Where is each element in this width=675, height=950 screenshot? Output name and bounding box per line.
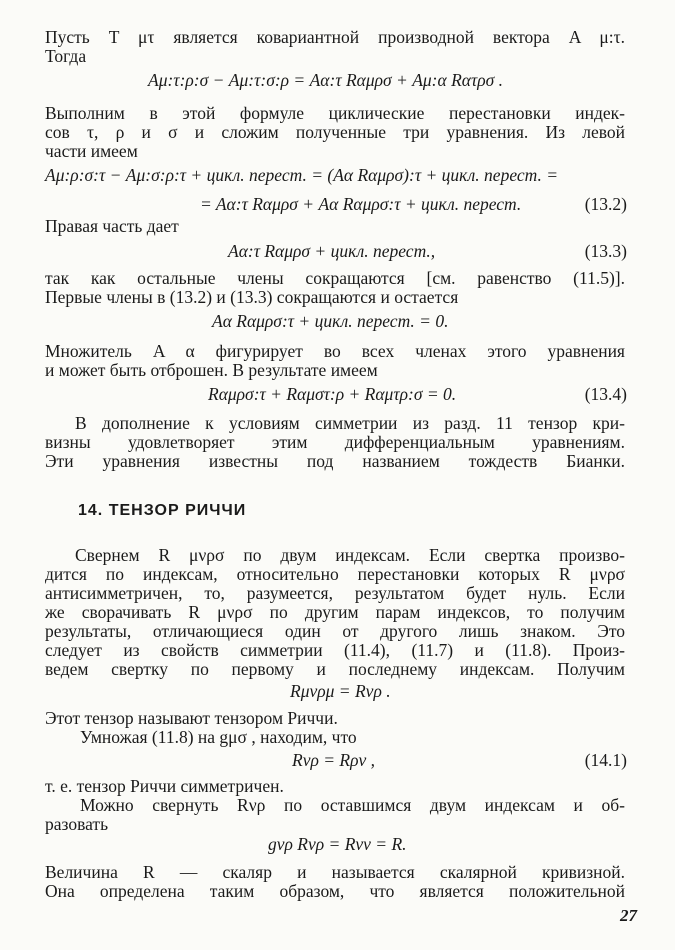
text-line: Можно свернуть Rνρ по оставшимся двум индексам и об- xyxy=(80,795,625,815)
text-line: и может быть отброшен. В результате имеем xyxy=(45,360,378,380)
text-line: Множитель A α фигурирует во всех членах этого уравнения xyxy=(45,341,625,361)
text-line: Умножая (11.8) на gμσ , находим, что xyxy=(80,727,357,747)
text-line: результаты, отличающиеся один от другого лишь знаком. Это xyxy=(45,621,625,641)
equation: Rαμρσ:τ + Rαμστ:ρ + Rαμτρ:σ = 0. xyxy=(208,384,457,404)
text-line: Этот тензор называют тензором Риччи. xyxy=(45,708,338,728)
equation: Aμ:τ:ρ:σ − Aμ:τ:σ:ρ = Aα:τ Rαμρσ + Aμ:α Rατρσ . xyxy=(148,70,503,90)
equation: Rνρ = Rρν , xyxy=(292,750,376,770)
equation: Aα Rαμρσ:τ + цикл. перест. = 0. xyxy=(212,311,449,331)
text-line: Она определена таким образом, что является положительной xyxy=(45,881,625,901)
text-line: Первые члены в (13.2) и (13.3) сокращаются и остается xyxy=(45,287,459,307)
text-line: Свернем R μνρσ по двум индексам. Если свертка произво- xyxy=(75,545,625,565)
text-line: ведем свертку по первому и последнему индексам. Получим xyxy=(45,659,625,679)
equation: gνρ Rνρ = Rνν = R. xyxy=(268,834,407,854)
text-line: разовать xyxy=(45,814,109,834)
text-line: Выполним в этой формуле циклические перестановки индек- xyxy=(45,103,625,123)
equation: Aα:τ Rαμρσ + цикл. перест., xyxy=(228,241,436,261)
section-heading: 14. ТЕНЗОР РИЧЧИ xyxy=(78,502,247,519)
text-line: Пусть T μτ является ковариантной производной вектора A μ:τ. xyxy=(45,27,625,47)
text-line: Величина R — скаляр и называется скалярной кривизной. xyxy=(45,862,625,882)
text-line: дится по индексам, относительно перестановки которых R μνρσ xyxy=(45,564,625,584)
text-line: следует из свойств симметрии (11.4), (11.7) и (11.8). Произ- xyxy=(45,640,625,660)
equation: Rμνρμ = Rνρ . xyxy=(290,681,391,701)
text-line: Правая часть дает xyxy=(45,216,179,236)
text-line: антисимметричен, то, разумеется, результатом будет нуль. Если xyxy=(45,583,625,603)
equation: = Aα:τ Rαμρσ + Aα Rαμρσ:τ + цикл. перест. xyxy=(200,194,522,214)
equation-number: (13.4) xyxy=(584,384,627,404)
page-number: 27 xyxy=(620,906,637,925)
text-line: В дополнение к условиям симметрии из разд. 11 тензор кри- xyxy=(75,413,625,433)
text-line: части имеем xyxy=(45,141,138,161)
text-line: Тогда xyxy=(45,46,87,66)
text-line: так как остальные члены сокращаются [см. равенство (11.5)]. xyxy=(45,268,625,288)
text-line: же сворачивать R μνρσ по другим парам индексов, то получим xyxy=(45,602,625,622)
text-line: т. е. тензор Риччи симметричен. xyxy=(45,776,284,796)
text-line: Эти уравнения известны под названием тождеств Бианки. xyxy=(45,451,625,471)
equation: Aμ:ρ:σ:τ − Aμ:σ:ρ:τ + цикл. перест. = (Aα Rαμρσ):τ + цикл. перест. = xyxy=(45,165,559,185)
equation-number: (13.3) xyxy=(584,241,627,261)
equation-number: (14.1) xyxy=(584,750,627,770)
text-line: визны удовлетворяет этим дифференциальным уравнениям. xyxy=(45,432,625,452)
equation-number: (13.2) xyxy=(584,194,627,214)
text-line: сов τ, ρ и σ и сложим полученные три уравнения. Из левой xyxy=(45,122,625,142)
